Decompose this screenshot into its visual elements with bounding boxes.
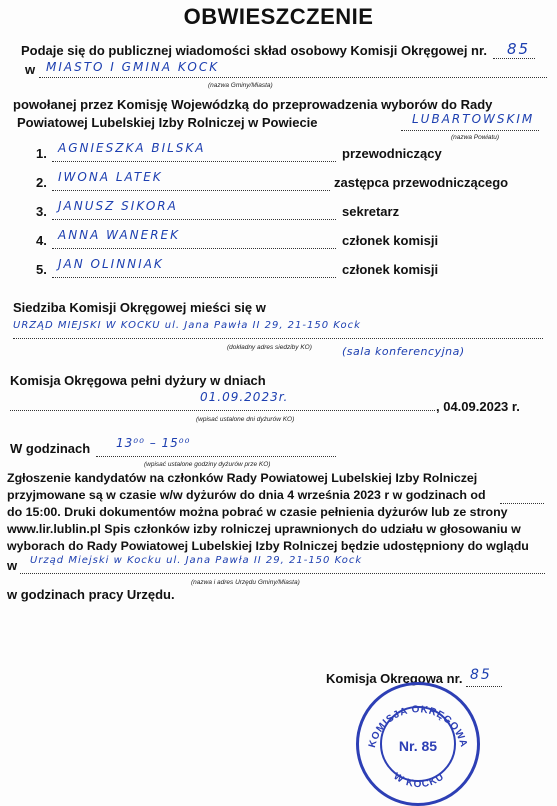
gmina-name: MIASTO I GMINA KOCK: [46, 60, 220, 74]
member-row: 1. AGNIESZKA BILSKA przewodniczący: [36, 141, 442, 161]
member-name: JAN OLINNIAK: [58, 257, 164, 271]
intro-line1: Podaje się do publicznej wiadomości skład osobowy Komisji Okręgowej nr.: [21, 43, 487, 58]
intro-w: w: [25, 62, 36, 77]
seat-address: URZĄD MIEJSKI W KOCKU ul. Jana Pawła II 29, 21-150 Kock: [13, 320, 361, 331]
member-role: przewodniczący: [342, 146, 442, 161]
hours-hint: (wpisać ustalone godziny dyżurów prze KO): [144, 461, 271, 468]
intro-line2: powołanej przez Komisję Wojewódzką do przeprowadzenia wyborów do Rady: [13, 97, 493, 112]
commission-number: 85: [507, 40, 531, 58]
stamp-ring-text: [359, 685, 477, 803]
seat-hint: (dokładny adres siedziby KO): [227, 344, 312, 351]
member-name: JANUSZ SIKORA: [58, 199, 178, 213]
official-stamp: [356, 682, 480, 806]
office-address: Urząd Miejski w Kocku ul. Jana Pawła II 29, 21-150 Kock: [30, 555, 363, 566]
member-role: zastępca przewodniczącego: [334, 175, 509, 190]
footer-number: 85: [470, 667, 492, 683]
office-hint: (nazwa i adres Urzędu Gminy/Miasta): [191, 579, 300, 586]
body-line6: w godzinach pracy Urzędu.: [7, 587, 175, 602]
member-name: ANNA WANEREK: [58, 228, 181, 242]
member-row: 3. JANUSZ SIKORA sekretarz: [36, 199, 400, 219]
member-role: członek komisji: [342, 233, 439, 248]
intro-line3: Powiatowej Lubelskiej Izby Rolniczej w Powiecie: [17, 115, 318, 130]
member-role: sekretarz: [342, 204, 400, 219]
duty-label: Komisja Okręgowa pełni dyżury w dniach: [10, 373, 266, 388]
body-line2: przyjmowane są w czasie w/w dyżurów do dnia 4 września 2023 r w godzinach od: [7, 488, 486, 502]
gmina-hint: (nazwa Gminy/Miasta): [208, 82, 273, 89]
website-link[interactable]: www.lir.lublin.pl: [7, 522, 101, 536]
body-line4: www.lir.lublin.pl Spis członków izby rolniczej uprawnionych do udziału w głosowaniu w: [7, 522, 521, 536]
member-name: IWONA LATEK: [58, 170, 163, 184]
seat-note: (sala konferencyjna): [342, 345, 465, 358]
body-w: w: [7, 558, 18, 573]
duty-hours: 13⁰⁰ – 15⁰⁰: [116, 436, 191, 450]
seat-label: Siedziba Komisji Okręgowej mieści się w: [13, 300, 266, 315]
body-line5: wyborach do Rady Powiatowej Lubelskiej Izby Rolniczej będzie udostępniony do wglądu: [7, 539, 529, 553]
body-line1: Zgłoszenie kandydatów na członków Rady Powiatowej Lubelskiej Izby Rolniczej: [7, 471, 478, 485]
member-row: 5. JAN OLINNIAK członek komisji: [36, 257, 439, 277]
svg-text:W KOCKU: [391, 771, 446, 790]
footer-label: Komisja Okręgowa nr.: [326, 671, 463, 686]
body-line3: do 15:00. Druki dokumentów można pobrać w czasie pełnienia dyżurów lub ze strony: [7, 505, 508, 519]
duty-date1: 01.09.2023r.: [200, 390, 289, 404]
member-name: AGNIESZKA BILSKA: [58, 141, 206, 155]
powiat-hint: (nazwa Powiatu): [451, 134, 500, 141]
stamp-number: Nr. 85: [398, 738, 438, 754]
stamp-top-text: KOMISJA OKRĘGOWA: [366, 704, 470, 749]
member-row: 2. IWONA LATEK zastępca przewodniczącego: [36, 170, 509, 190]
stamp-bottom-text: W KOCKU: [391, 771, 447, 791]
member-role: członek komisji: [342, 262, 439, 277]
powiat-name: LUBARTOWSKIM: [412, 112, 535, 126]
member-row: 4. ANNA WANEREK członek komisji: [36, 228, 439, 248]
hours-label: W godzinach: [10, 441, 91, 456]
document-title: OBWIESZCZENIE: [183, 4, 374, 29]
duty-date2: , 04.09.2023 r.: [436, 399, 520, 414]
duty-hint: (wpisać ustalone dni dyżurów KO): [196, 416, 295, 423]
